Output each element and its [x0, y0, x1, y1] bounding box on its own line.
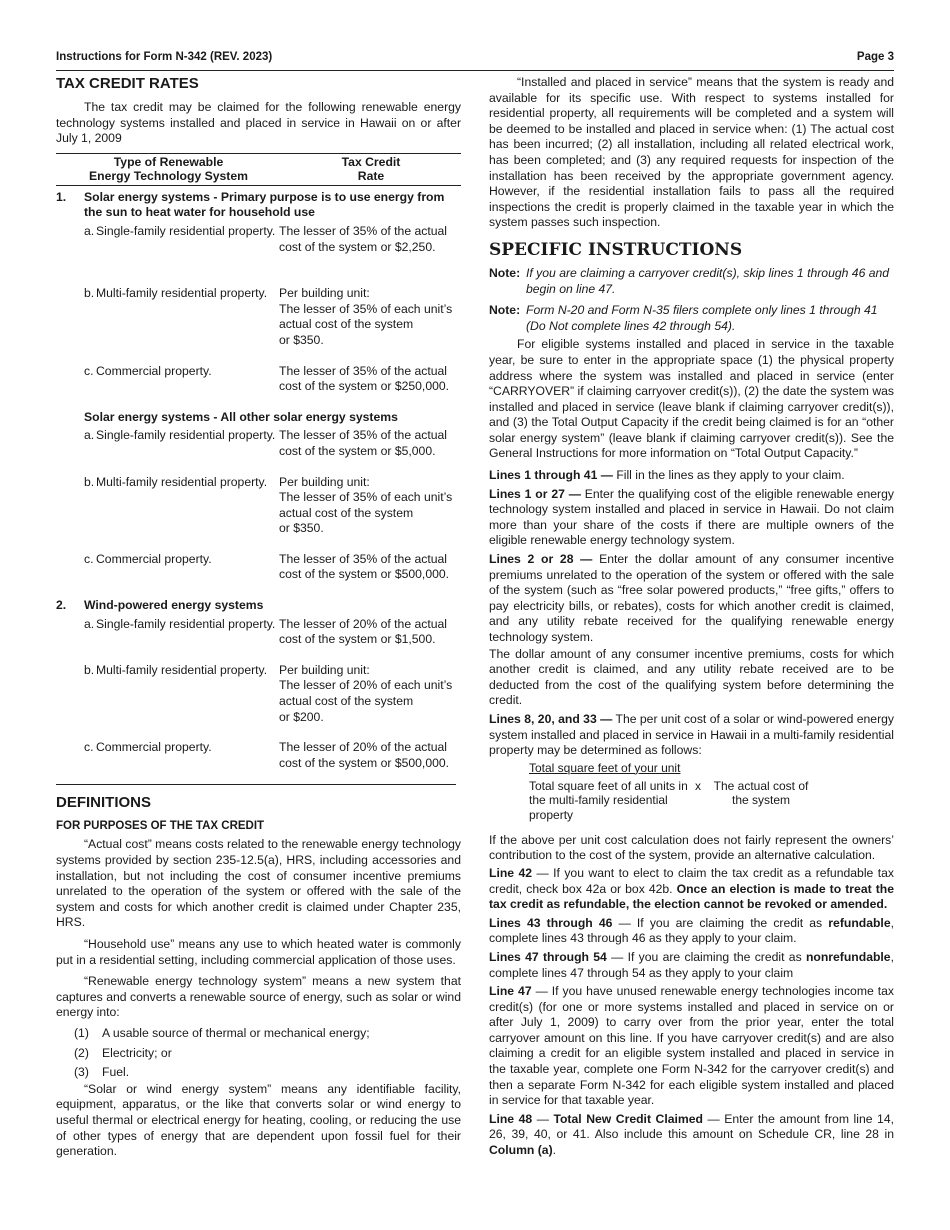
table-row: a. Single-family residential property. The lesser of 35% of the actual cost of the system or $2,250.: [84, 223, 448, 254]
alternative-calculation: If the above per unit cost calculation does not fairly represent the owners’ contribution to the cost of the system, provide an alternative calculation.: [489, 832, 894, 863]
table-row: a. Single-family residential property. The lesser of 20% of the actual cost of the system or $1,500.: [84, 616, 448, 647]
formula-cost: The actual cost of the system: [713, 778, 809, 808]
def-household-use: “Household use” means any use to which heated water is commonly put in a residential setting, including commercial application of those uses.: [56, 936, 461, 967]
page-number: Page 3: [856, 51, 894, 63]
table-row: c. Commercial property. The lesser of 35% of the actual cost of the system or $500,000.: [84, 551, 450, 582]
list-item: (2) Electricity; or: [74, 1045, 172, 1060]
table-row: b. Multi-family residential property. Per building unit: The lesser of 35% of each unit’s actual cost of the system or $350.: [84, 474, 453, 536]
eligible-systems-text: For eligible systems installed and placed in service in the taxable year, be sure to enter in the appropriate space (1) the physical property address where the system was installed and placed in service (enter “CARRYOVER” if claiming carryover credit(s)), (2) the date the system was installed and placed in service (leave blank if claiming carryover credit(s)), and (3) the Total Output Capacity if the credit being claimed is for an “other solar energy system” (leave blank if claiming carryover credit(s)). See the General Instructions for more information on “Total Output Capacity.”: [489, 337, 894, 461]
table-row: b. Multi-family residential property. Per building unit: The lesser of 35% of each unit’s actual cost of the system or $350.: [84, 286, 453, 347]
line-48: Line 48 — Total New Credit Claimed — Enter the amount from line 14, 26, 39, 40, or 41. Also include this amount on Schedule CR, line 28 in Column (a).: [489, 1111, 894, 1158]
note-n20-n35: Note: Form N-20 and Form N-35 filers complete only lines 1 through 41 (Do Not complete lines 42 through 54).: [489, 303, 878, 333]
def-actual-cost: “Actual cost” means costs related to the renewable energy technology systems provided by section 235-12.5(a), HRS, including accessories and installation, but not including the cost of consumer incentive premiums unrelated to the operation of the system or offered with the sale of the system and costs for which another credit is claimed under Chapter 235, HRS.: [56, 837, 461, 930]
rates-table-header: [56, 153, 461, 186]
right-column: [489, 75, 894, 1159]
line-47: Line 47 — If you have unused renewable energy technologies income tax credit(s) (for one or more systems installed and placed in service on or after July 1, 2009) to carry over from the prior year, enter the total carryover amount on this line. If you have carryover credit(s) and are also claiming a credit for an eligible system installed and placed in service in the taxable year, complete one Form N-342 for the carryover credit(s) and then a separate Form N-342 for each eligible system installed and placed in service for that taxable year.: [489, 984, 894, 1108]
line-42: Line 42 — If you want to elect to claim the tax credit as a refundable tax credit, check box 42a or box 42b. Once an election is made to treat the tax credit as refundable, the election cannot be revoked or amended.: [489, 865, 895, 912]
lines-47-54: Lines 47 through 54 — If you are claiming the credit as nonrefundable, complete lines 47 through 54 as they apply to your claim: [489, 949, 894, 980]
definitions-subtitle: FOR PURPOSES OF THE TAX CREDIT: [56, 820, 265, 833]
lines-2-28: Lines 2 or 28 — Enter the dollar amount of any consumer incentive premiums unrelated to the operation of the system or offered with the sale of the system (such as “free solar powered products,” “free gifts,” offers to pay electricity bills, or rebates), costs for which another credit is claimed, and any utility rebate received for the qualifying renewable energy technology system.: [489, 552, 894, 644]
def-solar-wind: “Solar or wind energy system” means any identifiable facility, equipment, apparatus, or the like that converts solar or wind energy to useful thermal or electrical energy for heating, cooling, or reducing the use of other types of energy that are dependent upon fossil fuel for their generation.: [56, 1081, 461, 1159]
table-row: c. Commercial property. The lesser of 20% of the actual cost of the system or $500,000.: [84, 740, 450, 770]
lines-1-27: Lines 1 or 27 — Enter the qualifying cost of the eligible renewable energy technology system installed and placed in service in Hawaii. Do not claim more than your share of the costs if there are multiple owners of the eligible renewable energy technology system.: [489, 486, 894, 548]
col-rate-header: Tax Credit Rate: [341, 154, 401, 183]
left-column: [56, 74, 461, 1160]
form-title: Instructions for Form N-342 (REV. 2023): [56, 51, 273, 63]
per-unit-formula: [489, 761, 894, 829]
specific-instructions-heading: SPECIFIC INSTRUCTIONS: [489, 239, 743, 260]
rates-heading: TAX CREDIT RATES: [56, 75, 199, 92]
formula-numerator: Total square feet of your unit: [529, 760, 681, 775]
formula-denominator: Total square feet of all units in the multi-family residential property: [529, 778, 688, 822]
lines-8-20-33: Lines 8, 20, and 33 — The per unit cost of a solar or wind-powered energy system installed and placed in service in Hawaii in a multi-family residential property may be determined as follows:: [489, 711, 895, 758]
table-row: c. Commercial property. The lesser of 35% of the actual cost of the system or $250,000.: [84, 363, 450, 394]
list-item: (1) A usable source of thermal or mechanical energy;: [74, 1025, 370, 1040]
page-header: [56, 51, 894, 71]
rates-intro: The tax credit may be claimed for the following renewable energy technology systems installed and placed in service in Hawaii on or after July 1, 2009: [56, 100, 461, 146]
section-1b-title: Solar energy systems - All other solar energy systems: [84, 409, 398, 424]
divider: [56, 784, 456, 785]
list-item: (3) Fuel.: [74, 1065, 130, 1080]
col-system-header: Type of Renewable Energy Technology System: [89, 154, 248, 183]
section-1-title: 1. Solar energy systems - Primary purpose is to use energy from the sun to heat water for household use: [56, 189, 445, 220]
lines-43-46: Lines 43 through 46 — If you are claiming the credit as refundable, complete lines 43 through 46 as they apply to your claim.: [489, 915, 894, 946]
note-carryover: Note: If you are claiming a carryover credit(s), skip lines 1 through 46 and begin on line 47.: [489, 265, 890, 296]
installed-definition: “Installed and placed in service” means that the system is ready and available for its specific use. With respect to systems installed for residential property, all requirements will be completed and a system will be deemed to be installed and placed in service when: (1) The actual cost has been incurred; (2) all installation, including all related electrical work, has been completed; and (3) any required requests for inspection of the installation has been received by the appropriate government agency. However, if the residential installation fails to pass all the required inspections the credit is properly claimed in the taxable year in which the system passes such inspection.: [489, 75, 894, 230]
definitions-heading: DEFINITIONS: [56, 794, 152, 812]
section-2-title: 2. Wind-powered energy systems: [56, 598, 264, 613]
dollar-amount-text: The dollar amount of any consumer incentive premiums, costs for which another credit is claimed, and any utility rebate received are to be deducted from the cost of the qualifying system before determining the credit.: [489, 646, 894, 708]
lines-1-41: Lines 1 through 41 — Fill in the lines as they apply to your claim.: [489, 468, 845, 483]
table-row: b. Multi-family residential property. Per building unit: The lesser of 20% of each unit’s actual cost of the system or $200.: [84, 662, 453, 724]
table-row: a. Single-family residential property. The lesser of 35% of the actual cost of the system or $5,000.: [84, 428, 448, 458]
formula-multiply: x: [695, 778, 701, 793]
def-rets: “Renewable energy technology system” means a new system that captures and converts a renewable source of energy, such as solar or wind energy into:: [56, 974, 461, 1020]
